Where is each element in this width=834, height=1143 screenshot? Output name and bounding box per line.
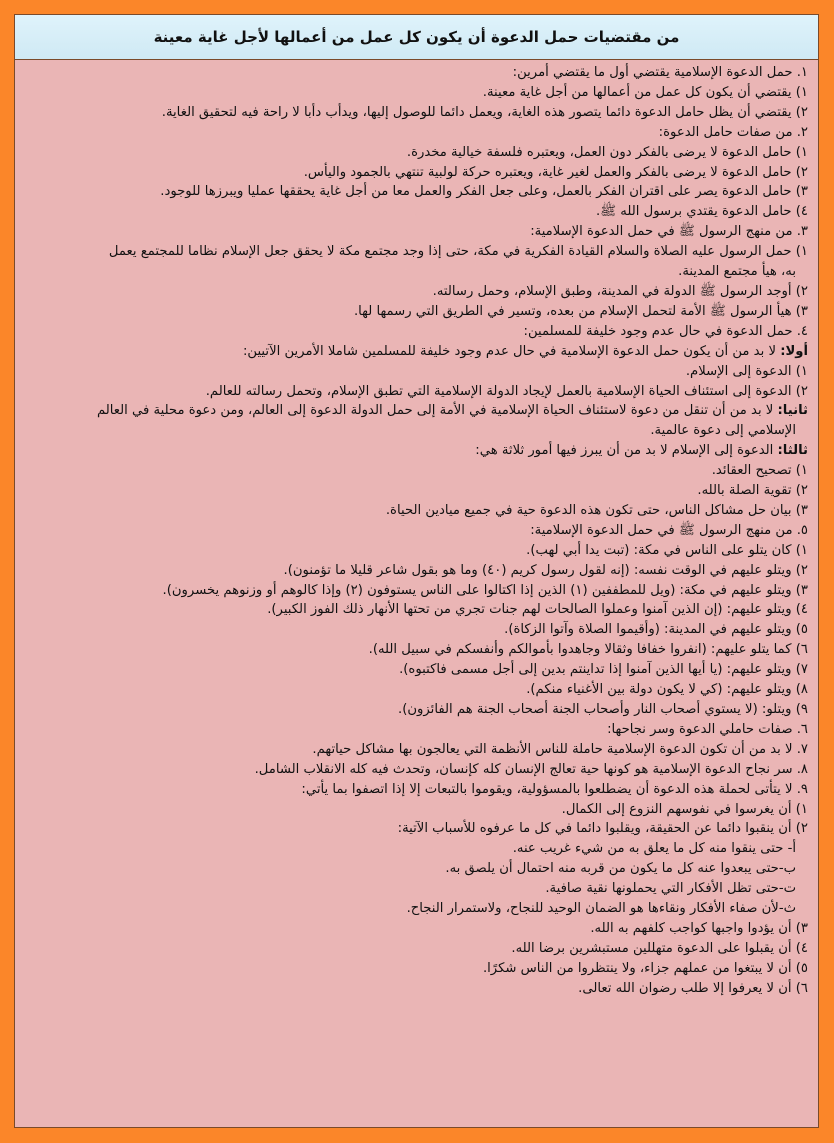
text-line: ١) يقتضي أن يكون كل عمل من أعمالها من أجل غاية معينة. xyxy=(482,84,808,100)
text-line: ٤. حمل الدعوة في حال عدم وجود خليفة للمسلمين: xyxy=(523,323,808,339)
text-line: ت-حتى تظل الأفكار التي يحملونها نقية صافية. xyxy=(545,881,796,897)
text-line: ٣) حامل الدعوة يصر على اقتران الفكر بالعمل، وعلى جعل الفكر والعمل معا من أجل غاية يحققها عمليا ويبرزها للوجود. xyxy=(160,184,808,200)
text-line: أولا: لا بد من أن يكون حمل الدعوة الإسلامية في حال عدم وجود خليفة للمسلمين شاملا الأمرين الآتيين: xyxy=(242,343,808,359)
text-line: به، هيأ مجتمع المدينة. xyxy=(678,264,796,280)
page-title: من مقتضيات حمل الدعوة أن يكون كل عمل من أعمالها لأجل غاية معينة xyxy=(15,15,818,60)
text-line: ٩. لا يتأتى لحملة هذه الدعوة أن يضطلعوا بالمسؤولية، ويقوموا بالتبعات إلا إذا اتصفوا بما يأتي: xyxy=(301,781,808,797)
text-line: ٤) أن يقبلوا على الدعوة متهللين مستبشرين برضا الله. xyxy=(511,940,808,956)
text-line: ٨. سر نجاح الدعوة الإسلامية هو كونها حية تعالج الإنسان كله كإنسان، وتحدث فيه كله الانقلاب الشامل. xyxy=(254,761,808,777)
text-line: ٦) كما يتلو عليهم: (انفروا خفافا وثقالا وجاهدوا بأموالكم وأنفسكم في سبيل الله). xyxy=(368,642,808,658)
text-line: ١) أن يغرسوا في نفوسهم النزوع إلى الكمال. xyxy=(561,801,808,817)
text-line: ٢. من صفات حامل الدعوة: xyxy=(658,124,808,140)
text-line: ١) حمل الرسول عليه الصلاة والسلام القيادة الفكرية في مكة، حتى إذا وجد مجتمع مكة لا يحقق جعل الإسلام نظاما للمجتمع يعمل xyxy=(108,244,808,260)
text-line: ٩) ويتلو: (لا يستوي أصحاب النار وأصحاب الجنة أصحاب الجنة هم الفائزون). xyxy=(398,702,808,717)
text-line: ٨) ويتلو عليهم: (كي لا يكون دولة بين الأغنياء منكم). xyxy=(526,682,808,698)
text-line: ب-حتى يبعدوا عنه كل ما يكون من قربه منه احتمال أن يلصق به. xyxy=(445,861,796,877)
text-line: ٣. من منهج الرسول ﷺ في حمل الدعوة الإسلامية: xyxy=(530,224,808,240)
text-line: ٣) بيان حل مشاكل الناس، حتى تكون هذه الدعوة حية في جميع ميادين الحياة. xyxy=(385,502,808,518)
section-label: ثانيا: xyxy=(777,403,808,419)
text-line: ١) الدعوة إلى الإسلام. xyxy=(685,363,808,379)
text-line: ٢) ويتلو عليهم في الوقت نفسه: (إنه لقول رسول كريم (٤٠) وما هو بقول شاعر قليلا ما تؤمنون). xyxy=(283,562,808,578)
section-label: ثالثا: xyxy=(777,443,808,459)
text-line: ٥) أن لا يبتغوا من عملهم جزاء، ولا ينتظروا من الناس شكرًا. xyxy=(482,960,808,976)
text-line: ١) تصحيح العقائد. xyxy=(711,463,808,479)
document-body xyxy=(15,60,818,999)
text-line: ٧) ويتلو عليهم: (يا أيها الذين آمنوا إذا تداينتم بدين إلى أجل مسمى فاكتبوه). xyxy=(399,662,808,678)
text-line: ٣) أن يؤدوا واجبها كواجب كلفهم به الله. xyxy=(590,920,808,936)
text-line: ٤) ويتلو عليهم: (إن الذين آمنوا وعملوا الصالحات لهم جنات تجري من تحتها الأنهار ذلك الفوز الكبير). xyxy=(267,602,808,618)
text-line: ٢) أن ينقبوا دائما عن الحقيقة، ويقلبوا دائما في كل ما عرفوه للأسباب الآتية: xyxy=(397,821,808,837)
text-line: ٢) أوجد الرسول ﷺ الدولة في المدينة، وطبق الإسلام، وحمل رسالته. xyxy=(432,283,808,299)
section-label: أولا: xyxy=(780,343,808,359)
text-line: ٢) تقوية الصلة بالله. xyxy=(697,483,808,499)
text-line: ٥) ويتلو عليهم في المدينة: (وأقيموا الصلاة وآتوا الزكاة). xyxy=(504,622,808,638)
text-line: ث-لأن صفاء الأفكار ونقاءها هو الضمان الوحيد للنجاح، ولاستمرار النجاح. xyxy=(406,901,796,917)
text-line: ٣) ويتلو عليهم في مكة: (ويل للمطففين (١) الذين إذا اكتالوا على الناس يستوفون (٢) وإذا كالوهم أو وزنوهم يخسرون). xyxy=(162,582,808,598)
text-line: ٤) حامل الدعوة يقتدي برسول الله ﷺ. xyxy=(595,204,808,220)
text-line: ٢) حامل الدعوة لا يرضى بالفكر والعمل لغير غاية، ويعتبره حركة لولبية تنتهي بالجمود واليأس. xyxy=(303,164,808,180)
text-line: ٦. صفات حاملي الدعوة وسر نجاحها: xyxy=(607,721,808,737)
text-line: ٦) أن لا يعرفوا إلا طلب رضوان الله تعالى. xyxy=(578,980,808,996)
text-line: الإسلامي إلى دعوة عالمية. xyxy=(650,423,796,439)
text-line: ١. حمل الدعوة الإسلامية يقتضي أول ما يقتضي أمرين: xyxy=(512,65,808,80)
text-line: ثالثا: الدعوة إلى الإسلام لا بد من أن يبرز فيها أمور ثلاثة هي: xyxy=(475,443,808,459)
text-line: ١) كان يتلو على الناس في مكة: (تبت يدا أبي لهب). xyxy=(526,542,808,558)
text-line: ١) حامل الدعوة لا يرضى بالفكر دون العمل، ويعتبره فلسفة خيالية مخدرة. xyxy=(406,144,808,160)
text-line: أ- حتى ينقوا منه كل ما يعلق به من شيء غريب عنه. xyxy=(512,841,796,857)
text-line: ٢) يقتضي أن يظل حامل الدعوة دائما يتصور هذه الغاية، ويعمل دائما للوصول إليها، ويدأب دأبا لا راحة فيه لتحقيق الغاية. xyxy=(161,104,808,120)
text-line: ٣) هيأ الرسول ﷺ الأمة لتحمل الإسلام من بعده، وتسير في الطريق التي رسمها لها. xyxy=(353,303,808,319)
document-frame xyxy=(14,14,819,1128)
text-line: ثانيا: لا بد من أن تنقل من دعوة لاستئناف الحياة الإسلامية في الأمة إلى حمل الدولة الدعوة إلى العالم، ومن دعوة محلية في العالم xyxy=(96,403,808,419)
text-line: ٢) الدعوة إلى استئناف الحياة الإسلامية بالعمل لإيجاد الدولة الإسلامية التي تطبق الإسلام، وتحمل رسالته للعالم. xyxy=(205,383,808,399)
text-line: ٧. لا بد من أن تكون الدعوة الإسلامية حاملة للناس الأنظمة التي يعالجون بها مشاكل حياتهم. xyxy=(312,741,808,757)
text-line: ٥. من منهج الرسول ﷺ في حمل الدعوة الإسلامية: xyxy=(530,522,808,538)
